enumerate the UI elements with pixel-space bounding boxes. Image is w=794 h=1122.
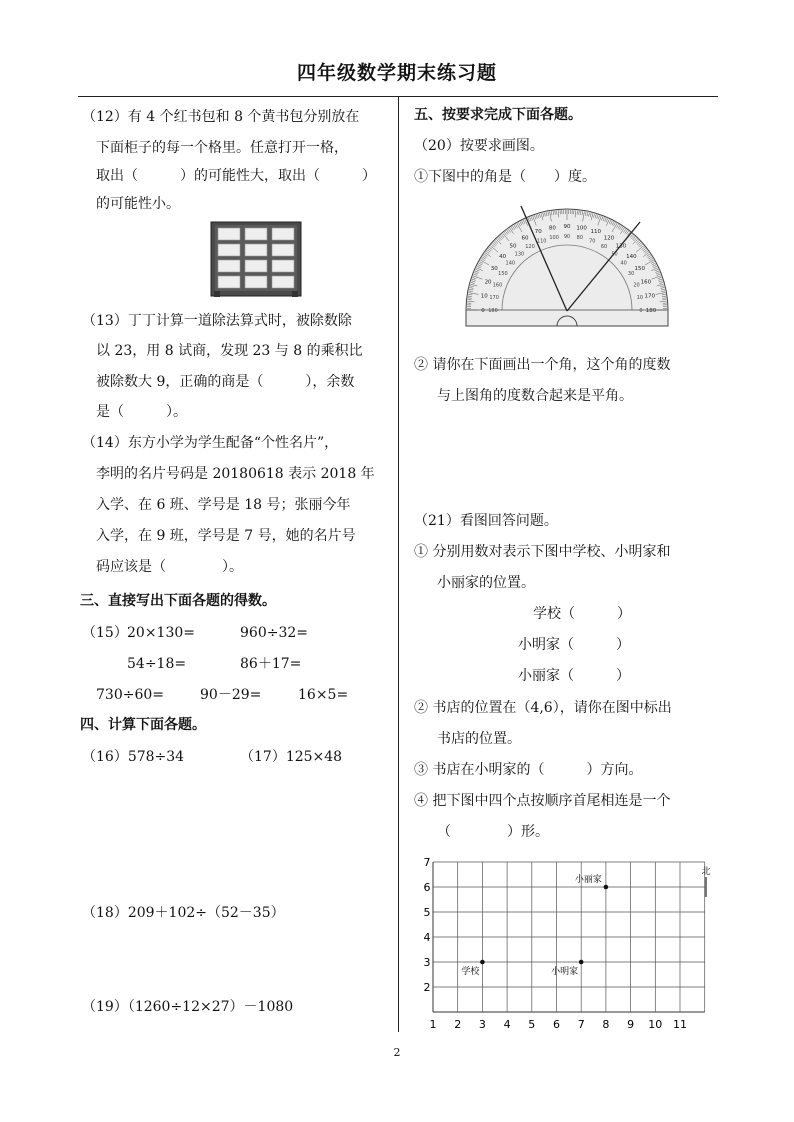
column-divider [398, 97, 399, 1032]
x-tick-label: 2 [454, 1018, 462, 1031]
x-tick-label: 10 [648, 1018, 663, 1031]
q20-part-1: ①下图中的角是（ ）度。 [414, 169, 596, 185]
coordinate-grid [410, 845, 720, 1035]
page-title: 四年级数学期末练习题 [296, 62, 497, 84]
protractor-outer-label: 70 [534, 229, 542, 236]
grid-point [604, 885, 609, 890]
y-tick-label: 4 [423, 931, 431, 944]
north-label: 北 [701, 867, 711, 877]
q13-line-1: （13）丁丁计算一道除法算式时，被除数除 [82, 313, 352, 329]
section-3-heading: 三、直接写出下面各题的得数。 [80, 593, 276, 609]
q21-part-4-line-1: ④ 把下图中四个点按顺序首尾相连是一个 [414, 793, 671, 809]
protractor-outer-label: 20 [484, 279, 492, 286]
section-5-heading: 五、按要求完成下面各题。 [414, 107, 582, 123]
q12-line-2: 下面柜子的每一个格里。任意打开一格， [96, 140, 348, 156]
x-tick-label: 7 [577, 1018, 585, 1031]
y-tick-label: 6 [423, 881, 431, 894]
protractor-inner-label: 80 [576, 235, 584, 242]
q15-d: 86＋17= [240, 656, 302, 672]
protractor-inner-label: 110 [536, 238, 547, 245]
protractor-outer-label: 60 [521, 235, 529, 242]
x-tick-label: 3 [478, 1018, 486, 1031]
q14-line-2: 李明的名片号码是 20180618 表示 2018 年 [96, 466, 375, 482]
x-tick-label: 4 [503, 1018, 511, 1031]
q21-part-2-line-1: ② 书店的位置在（4,6），请你在图中标出 [414, 700, 672, 716]
protractor-inner-label: 150 [498, 271, 508, 277]
protractor-outer-label: 160 [640, 279, 652, 286]
protractor-inner-label: 50 [611, 251, 618, 258]
q21-part-4-line-2: （ ）形。 [437, 824, 549, 840]
protractor-inner-label: 30 [627, 271, 635, 277]
q19: （19）（1260÷12×27）－1080 [82, 999, 294, 1015]
q15-g: 16×5= [298, 687, 349, 703]
page-number: 2 [393, 1046, 401, 1059]
q14-line-5: 码应该是（ ）。 [96, 559, 243, 575]
x-tick-label: 9 [627, 1018, 635, 1031]
protractor-outer-label: 120 [603, 235, 615, 242]
q20-part-2-line-2: 与上图角的度数合起来是平角。 [437, 388, 633, 404]
protractor-outer-label: 10 [480, 293, 488, 300]
q20: （20）按要求画图。 [414, 138, 544, 154]
grid-point [480, 960, 485, 965]
q15-f: 90－29= [200, 687, 262, 703]
protractor-inner-label: 180 [488, 308, 498, 314]
grid-point-label: 学校 [461, 967, 480, 977]
protractor-outer-label: 100 [576, 225, 587, 232]
protractor-inner-label: 130 [514, 251, 525, 258]
protractor-outer-label: 180 [645, 308, 657, 314]
protractor-outer-label: 170 [644, 293, 655, 300]
q12-line-1: （12）有 4 个红书包和 8 个黄书包分别放在 [82, 109, 360, 125]
y-tick-label: 3 [423, 956, 431, 969]
q20-part-2-line-1: ② 请你在下面画出一个角，这个角的度数 [414, 357, 671, 373]
protractor-outer-label: 80 [548, 225, 556, 232]
protractor-outer-label: 140 [626, 254, 637, 261]
position-xiaoli: 小丽家（ ） [518, 668, 630, 684]
protractor-outer-label: 30 [490, 266, 498, 272]
y-tick-label: 2 [423, 981, 431, 994]
cabinet-image [210, 221, 302, 297]
y-tick-label: 5 [423, 906, 431, 919]
q15-b: 960÷32= [240, 625, 308, 641]
q13-line-3: 被除数大 9，正确的商是（ ），余数 [96, 374, 355, 390]
protractor-outer-label: 110 [590, 229, 601, 236]
y-tick-label: 7 [423, 856, 431, 869]
protractor-image [464, 198, 670, 330]
q21-part-1-line-2: 小丽家的位置。 [437, 575, 535, 591]
protractor-inner-label: 170 [489, 295, 499, 302]
q15-c: 54÷18= [127, 656, 187, 672]
protractor-inner-label: 100 [549, 235, 559, 242]
protractor-outer-label: 50 [509, 243, 517, 250]
q16: （16）578÷34 [82, 749, 185, 765]
x-tick-label: 5 [528, 1018, 536, 1031]
q12-line-3: 取出（ ）的可能性大，取出（ ） [96, 168, 376, 184]
protractor-inner-label: 10 [636, 295, 644, 302]
q17: （17）125×48 [240, 749, 343, 765]
q21-part-3: ③ 书店在小明家的（ ）方向。 [414, 762, 643, 778]
protractor-inner-label: 60 [600, 243, 608, 250]
position-xiaoming: 小明家（ ） [518, 637, 630, 653]
protractor-inner-label: 140 [505, 260, 516, 267]
x-tick-label: 11 [673, 1018, 687, 1031]
protractor-inner-label: 20 [633, 282, 640, 289]
q21: （21）看图回答问题。 [414, 513, 558, 529]
protractor-outer-label: 0 [481, 308, 485, 314]
protractor-inner-label: 160 [492, 282, 503, 289]
q14-line-4: 入学，在 9 班，学号是 7 号，她的名片号 [96, 528, 356, 544]
protractor-outer-label: 40 [499, 254, 507, 261]
q15-label: （15） [82, 625, 128, 641]
grid-point-label: 小明家 [551, 967, 579, 977]
protractor-inner-label: 70 [589, 238, 596, 245]
q18: （18）209＋102÷（52－35） [82, 905, 285, 921]
protractor-inner-label: 0 [639, 308, 643, 314]
q15-e: 730÷60= [96, 687, 164, 703]
protractor-outer-label: 130 [615, 243, 627, 250]
protractor-outer-label: 90 [563, 224, 571, 230]
section-4-heading: 四、计算下面各题。 [80, 717, 206, 733]
x-tick-label: 8 [602, 1018, 610, 1031]
q14-line-1: （14）东方小学为学生配备“个性名片”， [82, 435, 339, 451]
q21-part-1-line-1: ① 分别用数对表示下图中学校、小明家和 [414, 544, 671, 560]
q13-line-2: 以 23，用 8 试商，发现 23 与 8 的乘积比 [96, 343, 363, 359]
q21-part-2-line-2: 书店的位置。 [437, 731, 521, 747]
protractor-outer-label: 150 [634, 266, 645, 272]
x-tick-label: 1 [429, 1018, 437, 1031]
q13-line-4: 是（ ）。 [96, 404, 187, 420]
grid-point [579, 960, 584, 965]
x-tick-label: 6 [553, 1018, 560, 1031]
q14-line-3: 入学、在 6 班、学号是 18 号；张丽今年 [96, 497, 351, 513]
protractor-inner-label: 90 [563, 234, 571, 240]
q15-a: 20×130= [127, 625, 195, 641]
protractor-inner-label: 40 [620, 260, 627, 267]
position-school: 学校（ ） [533, 606, 631, 622]
q12-line-4: 的可能性小。 [96, 196, 180, 212]
grid-point-label: 小丽家 [574, 875, 602, 885]
protractor-inner-label: 120 [525, 243, 535, 250]
